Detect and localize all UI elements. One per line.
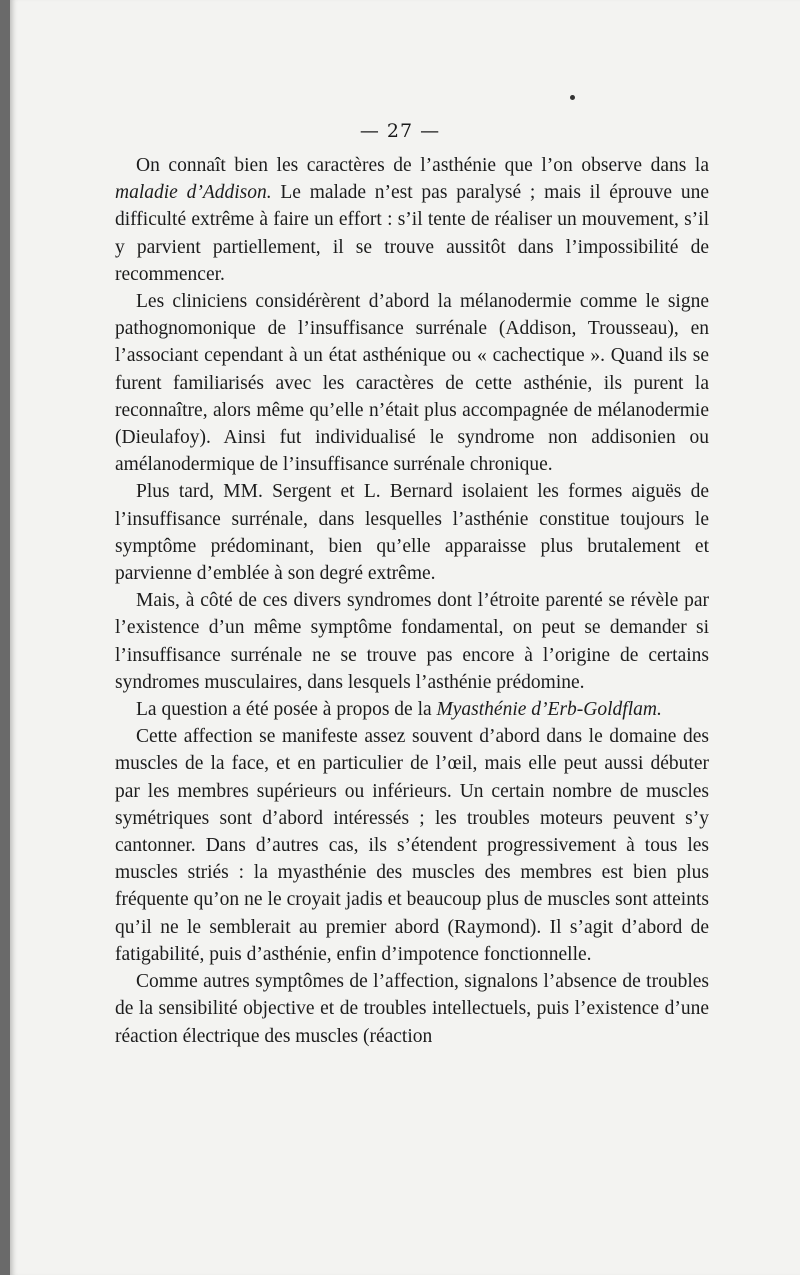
paragraph-3 — [115, 478, 709, 587]
text-run: Comme autres symptômes de l’affection, signalons l’absence de troubles de la sensibilité objective et de troubles intellectuels, puis l’existence d’une réaction électrique des muscles (réaction — [115, 971, 709, 1047]
text-run: Cette affection se manifeste assez souvent d’abord dans le domaine des muscles de la face, et en particulier de l’œil, mais elle peut aussi débuter par les membres supérieurs ou inférieurs. Un certain nombre de muscles symétriques sont d’abord intéressés ; les troubles moteurs peuvent s’y cantonner. Dans d’autres cas, ils s’étendent progressivement à tous les muscles striés : la myasthénie des muscles des membres est bien plus fréquente qu’on ne le croyait jadis et beaucoup plus de muscles sont atteints qu’il ne le semblerait au premier abord (Raymond). Il s’agit d’abord de fatigabilité, puis d’asthénie, enfin d’impotence fonctionnelle. — [115, 726, 709, 965]
text-run: Plus tard, MM. Sergent et L. Bernard isolaient les formes aiguës de l’insuffisance surrénale, dans lesquelles l’asthénie constitue toujours le symptôme prédominant, bien qu’elle apparaisse plus brutalement et parvienne d’emblée à son degré extrême. — [115, 481, 709, 585]
text-run-italic: maladie d’Addison. — [115, 182, 272, 204]
text-run: La question a été posée à propos de la — [136, 699, 437, 721]
paragraph-6 — [115, 723, 709, 968]
paragraph-7 — [115, 968, 709, 1050]
text-run-italic: Myasthénie d’Erb-Goldflam. — [436, 699, 662, 721]
paragraph-5 — [115, 696, 709, 723]
text-run: Mais, à côté de ces divers syndromes dont l’étroite parenté se révèle par l’existence d’un même symptôme fondamental, on peut se demander si l’insuffisance surrénale ne se trouve pas encore à l’origine de certains syndromes musculaires, dans lesquels l’asthénie prédomine. — [115, 590, 709, 693]
paragraph-4 — [115, 587, 709, 696]
paragraph-1 — [115, 152, 709, 288]
paragraph-2 — [115, 288, 709, 478]
page-number: — 27 — — [359, 120, 441, 142]
text-run: On connaît bien les caractères de l’asthénie que l’on observe dans la — [136, 155, 709, 176]
body-text — [115, 152, 709, 1050]
text-run: Les cliniciens considérèrent d’abord la mélanodermie comme le signe pathognomonique de l’insuffisance surrénale (Addison, Trousseau), en l’associant cependant à un état asthénique ou « cachectique ». Quand ils se furent familiarisés avec les caractères de cette asthénie, ils purent la reconnaître, alors même qu’elle n’était plus accompagnée de mélanodermie (Dieulafoy). Ainsi fut individualisé le syndrome non addisonien ou amélanodermique de l’insuffisance surrénale chronique. — [115, 291, 709, 476]
ink-speck — [570, 95, 575, 100]
text-run: Le malade n’est pas paralysé ; mais il éprouve une difficulté extrême à faire un effort : s’il tente de réaliser un mouvement, s’il y parvient partiellement, il se trouve aussitôt dans l’impossibilité de recommencer. — [115, 182, 709, 285]
